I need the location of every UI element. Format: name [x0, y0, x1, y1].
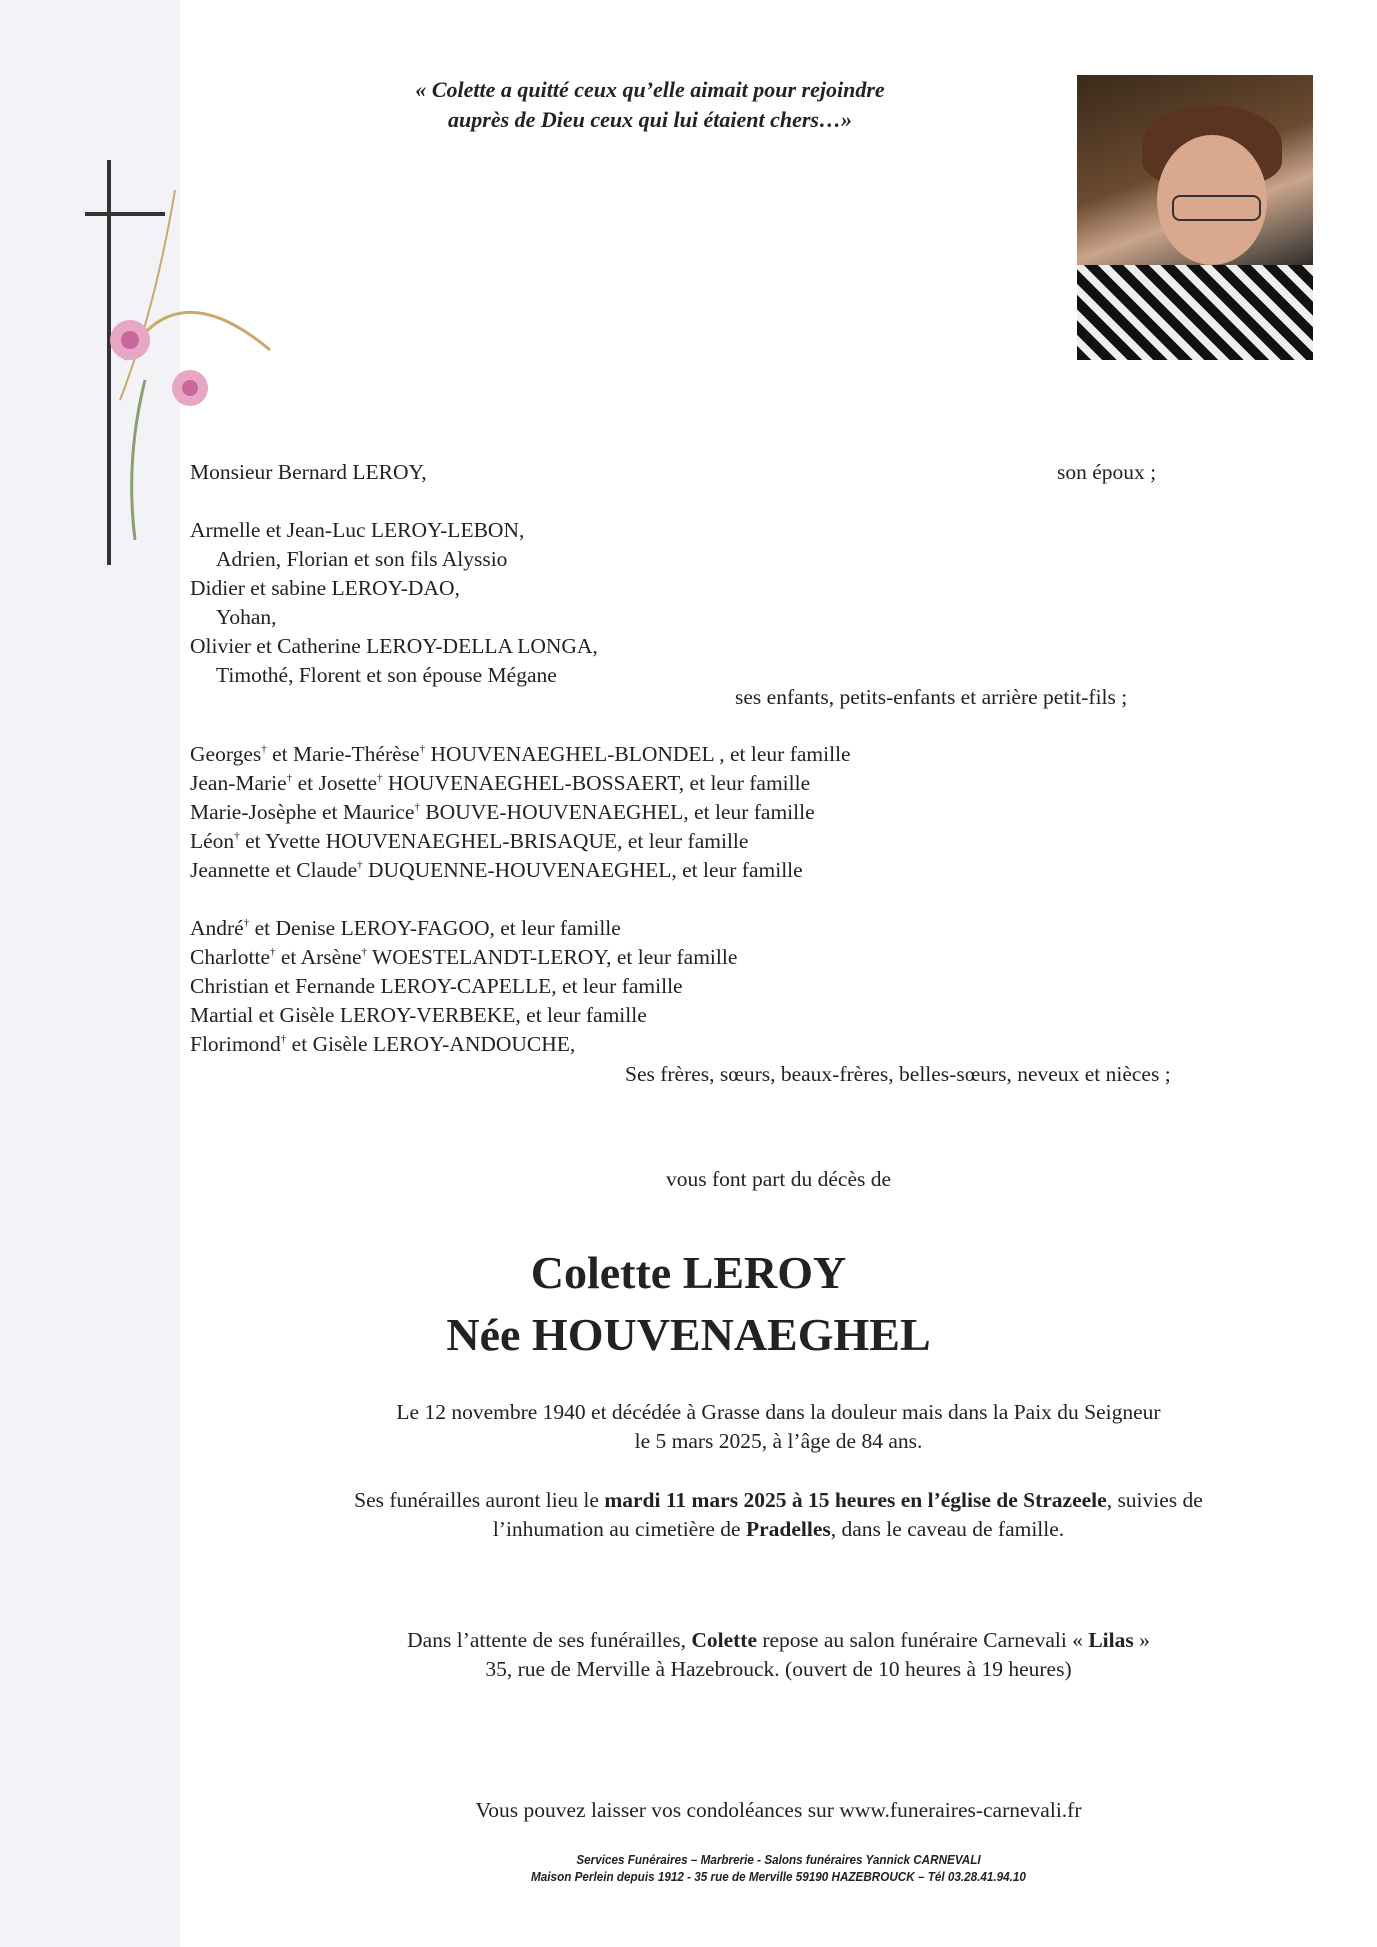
family-line: Armelle et Jean-Luc LEROY-LEBON, [190, 518, 525, 542]
text: Ses funérailles auront lieu le [354, 1488, 605, 1512]
deceased-cross-icon: † [280, 1033, 287, 1045]
deceased-cross-icon: † [286, 772, 293, 784]
family-line: Olivier et Catherine LEROY-DELLA LONGA, [190, 634, 598, 658]
deceased-cross-icon: † [270, 946, 276, 958]
family-line: Timothé, Florent et son épouse Mégane [216, 663, 557, 687]
family-line: Martial et Gisèle LEROY-VERBEKE, et leur famille [190, 1003, 647, 1027]
deceased-cross-icon: † [261, 743, 267, 755]
deceased-cross-icon: † [234, 830, 240, 842]
epitaph-quote [300, 75, 1000, 135]
dates-line: le 5 mars 2025, à l’âge de 84 ans. [634, 1429, 923, 1453]
condolences-text: Vous pouvez laisser vos condoléances sur www.funeraires-carnevali.fr [475, 1798, 1082, 1822]
viewing-details [180, 1626, 1377, 1684]
deceased-cross-icon: † [419, 743, 426, 755]
quote-line: auprès de Dieu ceux qui lui étaient chers…» [448, 107, 852, 132]
family-line: Didier et sabine LEROY-DAO, [190, 576, 460, 600]
houvenaeghel-family-list [190, 740, 851, 885]
salon-name: Lilas [1088, 1628, 1134, 1652]
deceased-cross-icon: † [414, 801, 420, 813]
first-name: Colette [691, 1628, 757, 1652]
dates-line: Le 12 novembre 1940 et décédée à Grasse dans la douleur mais dans la Paix du Seigneur [396, 1400, 1161, 1424]
family-line: Florimond† et Gisèle LEROY-ANDOUCHE, [190, 1032, 576, 1056]
deceased-maiden-name: Née HOUVENAEGHEL [446, 1309, 931, 1360]
deceased-cross-icon: † [377, 772, 383, 784]
spouse-name: Monsieur Bernard LEROY, [190, 460, 427, 484]
family-line: Léon† et Yvette HOUVENAEGHEL-BRISAQUE, et leur famille [190, 829, 749, 853]
dates-text [180, 1398, 1377, 1456]
text: Dans l’attente de ses funérailles, [407, 1628, 692, 1652]
funeral-home-footer [240, 1851, 1317, 1885]
family-line: Yohan, [216, 605, 277, 629]
deceased-cross-icon: † [243, 917, 250, 929]
children-list [190, 516, 598, 690]
text: , suivies de [1106, 1488, 1203, 1512]
family-line: Christian et Fernande LEROY-CAPELLE, et leur famille [190, 974, 683, 998]
family-line: Adrien, Florian et son fils Alyssio [216, 547, 508, 571]
portrait-photo [1077, 75, 1313, 360]
family-line: André† et Denise LEROY-FAGOO, et leur famille [190, 916, 621, 940]
family-line: Charlotte† et Arsène† WOESTELANDT-LEROY, et leur famille [190, 945, 738, 969]
family-line: Marie-Josèphe et Maurice† BOUVE-HOUVENAEGHEL, et leur famille [190, 800, 815, 824]
footer-line: Services Funéraires – Marbrerie - Salons funéraires Yannick CARNEVALI [576, 1852, 981, 1867]
children-role: ses enfants, petits-enfants et arrière petit-fils ; [735, 685, 1128, 709]
viewing-address: 35, rue de Merville à Hazebrouck. (ouvert de 10 heures à 19 heures) [485, 1657, 1072, 1681]
text: » [1133, 1628, 1150, 1652]
siblings-role: Ses frères, sœurs, beaux-frères, belles-sœurs, neveux et nièces ; [625, 1062, 1171, 1086]
funeral-details [180, 1486, 1377, 1544]
funeral-date-place: mardi 11 mars 2025 à 15 heures en l’église de Strazeele [604, 1488, 1107, 1512]
text: l’inhumation au cimetière de [492, 1517, 746, 1541]
footer-line: Maison Perlein depuis 1912 - 35 rue de Merville 59190 HAZEBROUCK – Tél 03.28.41.94.10 [531, 1869, 1026, 1884]
announcement-text: vous font part du décès de [665, 1167, 892, 1191]
text: , dans le caveau de famille. [830, 1517, 1065, 1541]
text: repose au salon funéraire Carnevali « [756, 1628, 1089, 1652]
deceased-name: Colette LEROY [530, 1247, 847, 1298]
cemetery-name: Pradelles [745, 1517, 831, 1541]
family-line: Jean-Marie† et Josette† HOUVENAEGHEL-BOSSAERT, et leur famille [190, 771, 811, 795]
family-line: Jeannette et Claude† DUQUENNE-HOUVENAEGHEL, et leur famille [190, 858, 803, 882]
cross-with-roses-illustration [85, 160, 285, 570]
deceased-cross-icon: † [357, 859, 363, 871]
deceased-cross-icon: † [361, 946, 367, 958]
family-line: Georges† et Marie-Thérèse† HOUVENAEGHEL-BLONDEL , et leur famille [190, 742, 851, 766]
quote-line: « Colette a quitté ceux qu’elle aimait pour rejoindre [415, 77, 885, 102]
leroy-family-list [190, 914, 737, 1059]
spouse-role: son époux ; [1057, 460, 1157, 484]
